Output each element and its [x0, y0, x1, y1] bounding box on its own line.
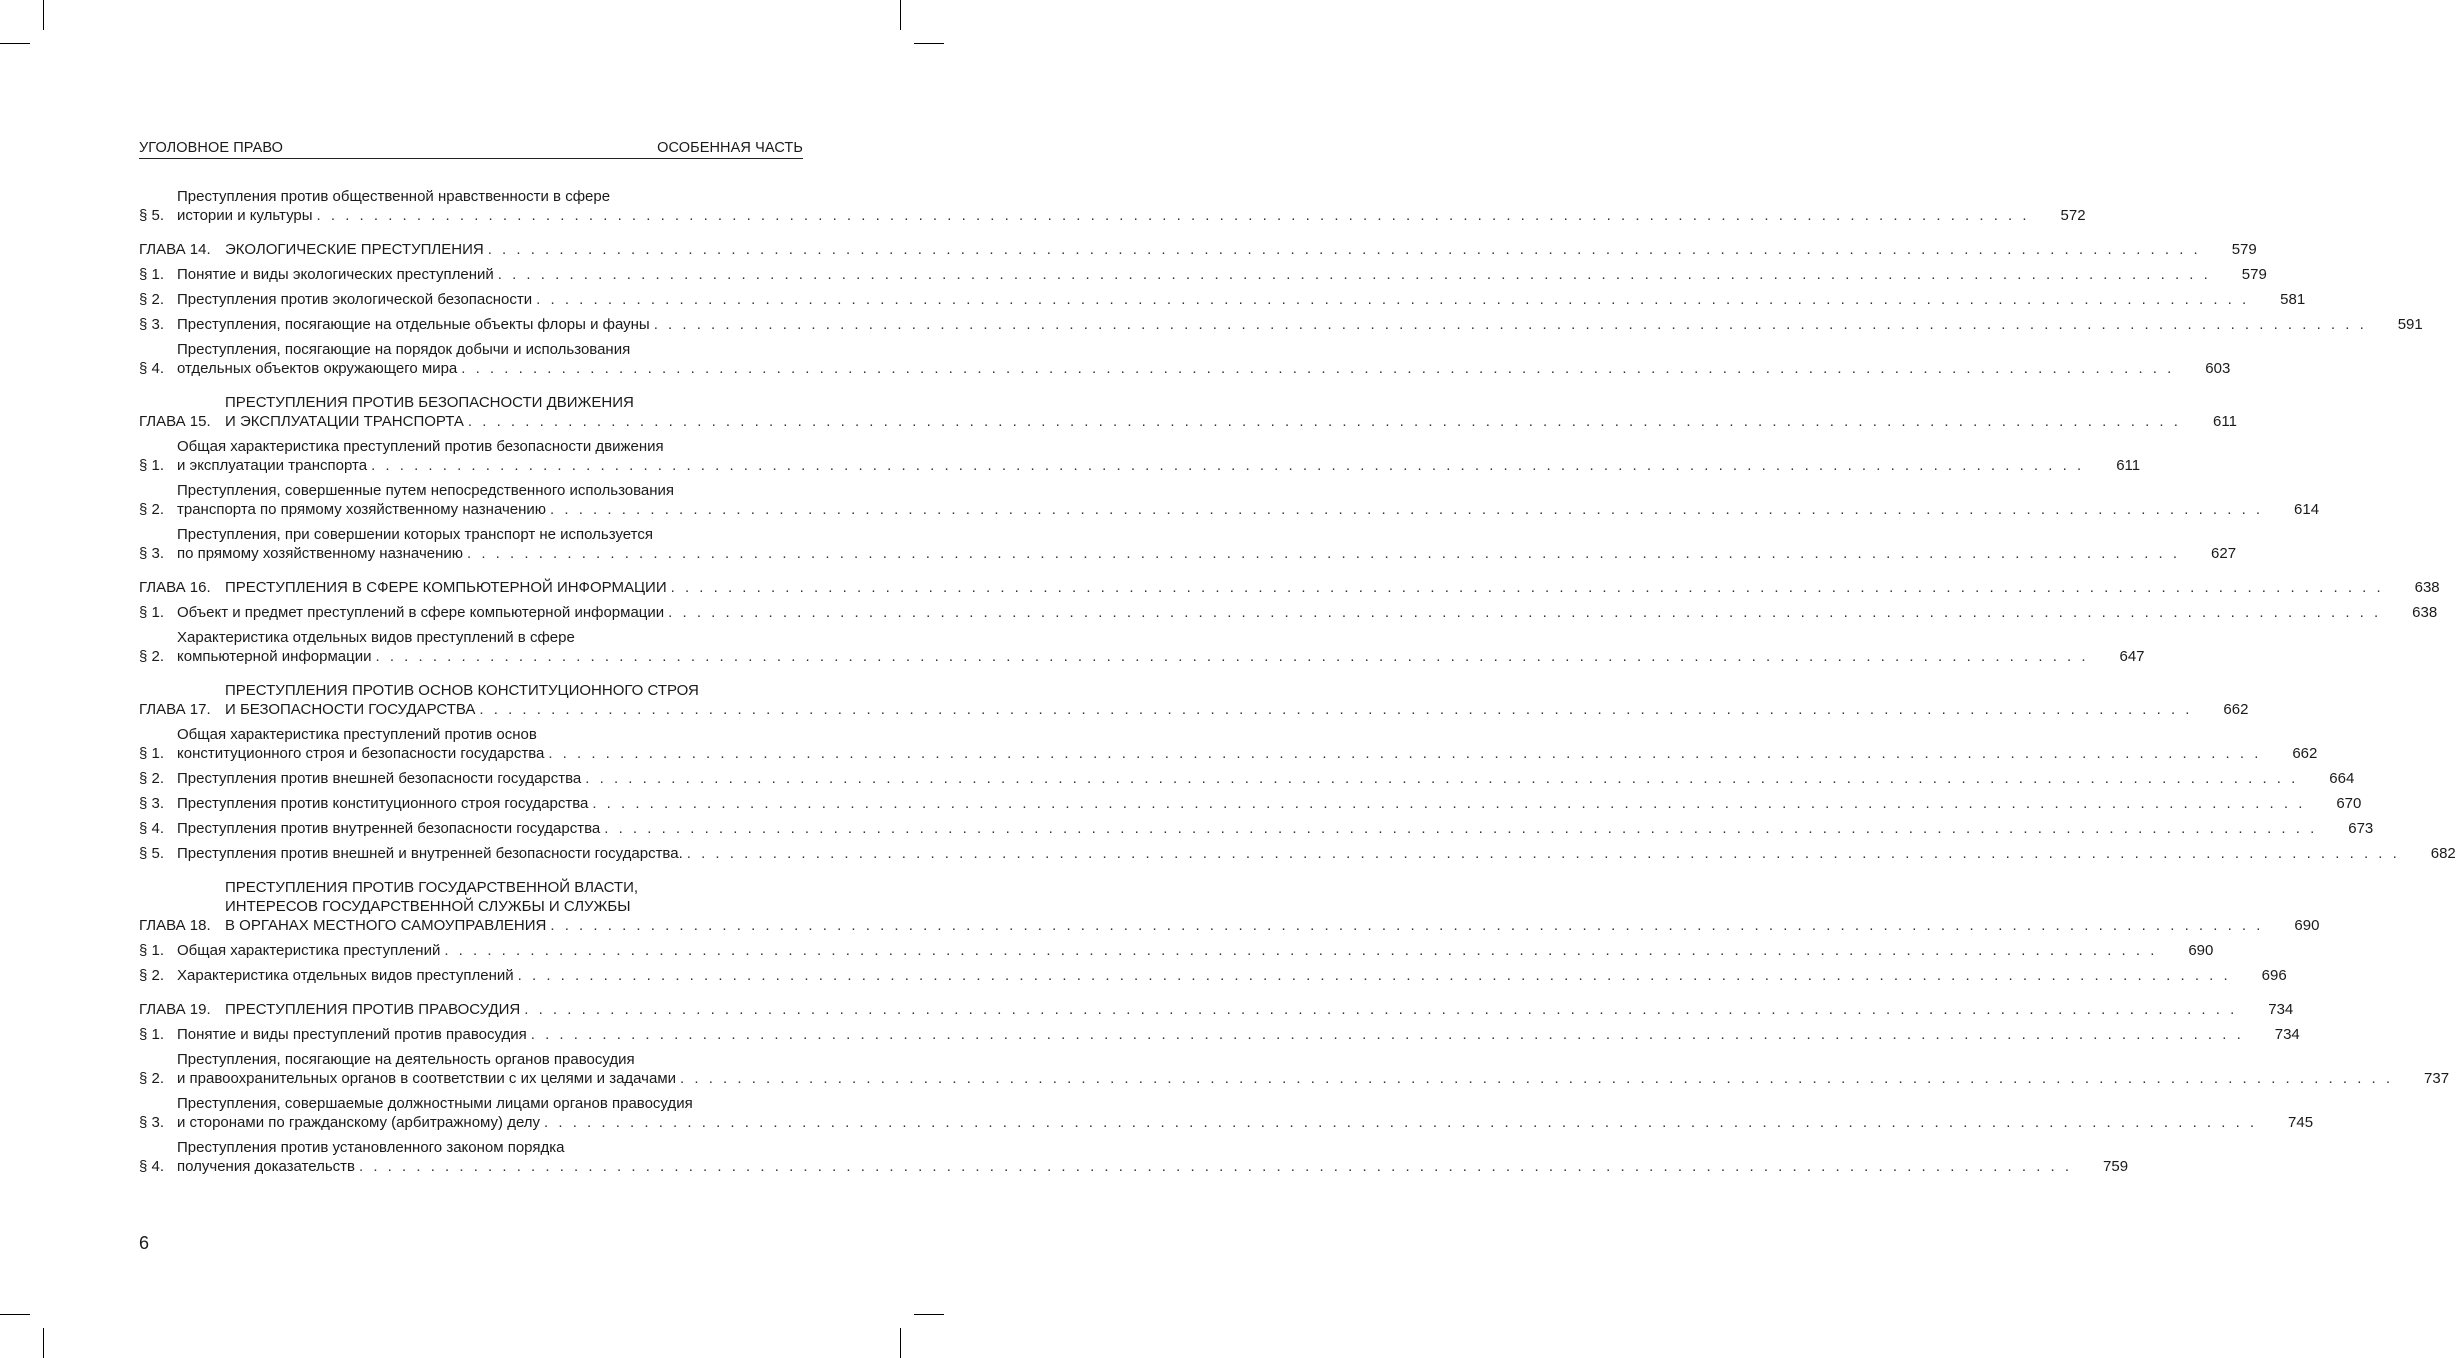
- toc-page-number: 581: [2280, 291, 2306, 308]
- toc-entry-title: [177, 1025, 2244, 1044]
- toc-section-entry[interactable]: [139, 315, 2423, 334]
- toc-entry-title-last-line: и сторонами по гражданскому (арбитражному) делу: [177, 1114, 541, 1131]
- toc-entry-title-last-line: Преступления, посягающие на отдельные объекты флоры и фауны: [177, 316, 650, 333]
- toc-entry-number: § 4.: [139, 1158, 165, 1175]
- dot-leader: . . . . . . . . . . . . . . . . . . . . . . . . . . . . . . . . . . . . . . . . . . . . . . . . . . . . . . . . . . . . . . . . . . . . . . . . . . . . . . . . . . . . . . . . . . . . . . . . . . . . . . . . . . . . . . . . . . . . . . . .: [680, 1070, 2394, 1087]
- toc-entry-title-line: Преступления, посягающие на порядок добычи и использования: [177, 341, 631, 358]
- toc-entry-title: [177, 290, 2249, 309]
- toc-entry-title: [177, 525, 2180, 563]
- toc-page-number: 690: [2294, 917, 2320, 934]
- toc-section-entry[interactable]: [139, 481, 2320, 519]
- toc-entry-title-last-line: и эксплуатации транспорта: [177, 457, 368, 474]
- toc-entry-title-last-line: И ЭКСПЛУАТАЦИИ ТРАНСПОРТА: [225, 413, 464, 430]
- toc-entry-title: [177, 794, 2305, 813]
- toc-entry-number: § 2.: [139, 967, 165, 984]
- toc-entry-title-line: Преступления против установленного законом порядка: [177, 1139, 565, 1156]
- toc-page-number: 759: [2103, 1158, 2129, 1175]
- dot-leader: . . . . . . . . . . . . . . . . . . . . . . . . . . . . . . . . . . . . . . . . . . . . . . . . . . . . . . . . . . . . . . . . . . . . . . . . . . . . . . . . . . . . . . . . . . . . . . . . . . . . . . . . . . . . . . . . . . . . . . . .: [524, 1001, 2238, 1018]
- dot-leader: . . . . . . . . . . . . . . . . . . . . . . . . . . . . . . . . . . . . . . . . . . . . . . . . . . . . . . . . . . . . . . . . . . . . . . . . . . . . . . . . . . . . . . . . . . . . . . . . . . . . . . . . . . . . . . . . . . . . . . . .: [497, 266, 2211, 283]
- toc-entry-number: § 4.: [139, 820, 165, 837]
- toc-page-number: 690: [2188, 942, 2214, 959]
- toc-entry-number: § 1.: [139, 745, 165, 762]
- toc-chapter-entry[interactable]: [139, 1000, 2294, 1019]
- dot-leader: . . . . . . . . . . . . . . . . . . . . . . . . . . . . . . . . . . . . . . . . . . . . . . . . . . . . . . . . . . . . . . . . . . . . . . . . . . . . . . . . . . . . . . . . . . . . . . . . . . . . . . . . . . . . . . . . . . . . . . . .: [479, 701, 2193, 718]
- toc-entry-title-last-line: Преступления против внешней и внутренней безопасности государства.: [177, 845, 683, 862]
- crop-mark: [900, 1328, 901, 1358]
- toc-entry-title: [225, 393, 2181, 431]
- toc-entry-number: § 5.: [139, 207, 165, 224]
- toc-entry-number: ГЛАВА 19.: [139, 1001, 211, 1018]
- crop-mark: [914, 43, 944, 44]
- toc-entry-title-last-line: ЭКОЛОГИЧЕСКИЕ ПРЕСТУПЛЕНИЯ: [225, 241, 484, 258]
- toc-entry-title-line: Преступления, при совершении которых транспорт не используется: [177, 526, 653, 543]
- dot-leader: . . . . . . . . . . . . . . . . . . . . . . . . . . . . . . . . . . . . . . . . . . . . . . . . . . . . . . . . . . . . . . . . . . . . . . . . . . . . . . . . . . . . . . . . . . . . . . . . . . . . . . . . . . . . . . . . . . . . . . . .: [550, 501, 2264, 518]
- toc-section-entry[interactable]: [139, 290, 2306, 309]
- toc-section-entry[interactable]: [139, 725, 2318, 763]
- table-of-contents: [139, 187, 2456, 1176]
- toc-entry-number: ГЛАВА 14.: [139, 241, 211, 258]
- dot-leader: . . . . . . . . . . . . . . . . . . . . . . . . . . . . . . . . . . . . . . . . . . . . . . . . . . . . . . . . . . . . . . . . . . . . . . . . . . . . . . . . . . . . . . . . . . . . . . . . . . . . . . . . . . . . . . . . . . . . . . . .: [375, 648, 2089, 665]
- toc-entry-title: [177, 769, 2298, 788]
- toc-page-number: 647: [2119, 648, 2145, 665]
- toc-entry-number: ГЛАВА 16.: [139, 579, 211, 596]
- dot-leader: . . . . . . . . . . . . . . . . . . . . . . . . . . . . . . . . . . . . . . . . . . . . . . . . . . . . . . . . . . . . . . . . . . . . . . . . . . . . . . . . . . . . . . . . . . . . . . . . . . . . . . . . . . . . . . . . . . . . . . . .: [371, 457, 2085, 474]
- toc-entry-title-last-line: транспорта по прямому хозяйственному назначению: [177, 501, 547, 518]
- toc-entry-title: [225, 878, 2263, 935]
- toc-entry-number: § 1.: [139, 266, 165, 283]
- toc-chapter-entry[interactable]: [139, 240, 2257, 259]
- toc-page-number: 572: [2060, 207, 2086, 224]
- toc-section-entry[interactable]: [139, 769, 2355, 788]
- toc-entry-title: [177, 265, 2211, 284]
- dot-leader: . . . . . . . . . . . . . . . . . . . . . . . . . . . . . . . . . . . . . . . . . . . . . . . . . . . . . . . . . . . . . . . . . . . . . . . . . . . . . . . . . . . . . . . . . . . . . . . . . . . . . . . . . . . . . . . . . . . . . . . .: [359, 1158, 2073, 1175]
- toc-entry-title: [225, 578, 2384, 597]
- toc-entry-number: § 2.: [139, 770, 165, 787]
- toc-entry-title: [177, 628, 2089, 666]
- running-head-left: УГОЛОВНОЕ ПРАВО: [139, 140, 284, 156]
- toc-page-number: 682: [2430, 845, 2456, 862]
- toc-entry-title-last-line: Преступления против конституционного строя государства: [177, 795, 589, 812]
- toc-entry-title-line: ИНТЕРЕСОВ ГОСУДАРСТВЕННОЙ СЛУЖБЫ И СЛУЖБЫ: [225, 898, 631, 915]
- toc-section-entry[interactable]: [139, 819, 2374, 838]
- toc-section-entry[interactable]: [139, 628, 2145, 666]
- toc-entry-title: [177, 340, 2174, 378]
- toc-entry-title: [177, 1094, 2257, 1132]
- toc-section-entry[interactable]: [139, 794, 2362, 813]
- toc-entry-title-last-line: отдельных объектов окружающего мира: [177, 360, 458, 377]
- toc-entry-title-line: ПРЕСТУПЛЕНИЯ ПРОТИВ ОСНОВ КОНСТИТУЦИОННОГО СТРОЯ: [225, 682, 699, 699]
- toc-entry-number: § 3.: [139, 1114, 165, 1131]
- dot-leader: . . . . . . . . . . . . . . . . . . . . . . . . . . . . . . . . . . . . . . . . . . . . . . . . . . . . . . . . . . . . . . . . . . . . . . . . . . . . . . . . . . . . . . . . . . . . . . . . . . . . . . . . . . . . . . . . . . . . . . . .: [487, 241, 2201, 258]
- toc-entry-number: ГЛАВА 18.: [139, 917, 211, 934]
- toc-entry-number: § 2.: [139, 1070, 165, 1087]
- toc-entry-number: § 5.: [139, 845, 165, 862]
- toc-entry-number: § 2.: [139, 648, 165, 665]
- toc-entry-title: [177, 725, 2261, 763]
- dot-leader: . . . . . . . . . . . . . . . . . . . . . . . . . . . . . . . . . . . . . . . . . . . . . . . . . . . . . . . . . . . . . . . . . . . . . . . . . . . . . . . . . . . . . . . . . . . . . . . . . . . . . . . . . . . . . . . . . . . . . . . .: [530, 1026, 2244, 1043]
- toc-entry-title-last-line: и правоохранительных органов в соответствии с их целями и задачами: [177, 1070, 677, 1087]
- toc-entry-title-last-line: получения доказательств: [177, 1158, 356, 1175]
- toc-entry-title-last-line: конституционного строя и безопасности государства: [177, 745, 545, 762]
- toc-entry-title-line: Характеристика отдельных видов преступлений в сфере: [177, 629, 575, 646]
- toc-page-number: 611: [2213, 413, 2237, 430]
- toc-entry-number: § 3.: [139, 795, 165, 812]
- toc-page-number: 611: [2116, 457, 2141, 474]
- toc-entry-title-line: Общая характеристика преступлений против безопасности движения: [177, 438, 664, 455]
- dot-leader: . . . . . . . . . . . . . . . . . . . . . . . . . . . . . . . . . . . . . . . . . . . . . . . . . . . . . . . . . . . . . . . . . . . . . . . . . . . . . . . . . . . . . . . . . . . . . . . . . . . . . . . . . . . . . . . . . . . . . . . .: [670, 579, 2384, 596]
- crop-mark: [43, 0, 44, 30]
- dot-leader: . . . . . . . . . . . . . . . . . . . . . . . . . . . . . . . . . . . . . . . . . . . . . . . . . . . . . . . . . . . . . . . . . . . . . . . . . . . . . . . . . . . . . . . . . . . . . . . . . . . . . . . . . . . . . . . . . . . . . . . .: [686, 845, 2400, 862]
- toc-entry-title-last-line: ПРЕСТУПЛЕНИЯ ПРОТИВ ПРАВОСУДИЯ: [225, 1001, 521, 1018]
- running-head-right: ОСОБЕННАЯ ЧАСТЬ: [657, 140, 803, 156]
- toc-entry-title-last-line: И БЕЗОПАСНОСТИ ГОСУДАРСТВА: [225, 701, 476, 718]
- toc-page-number: 614: [2294, 501, 2320, 518]
- toc-page-number: 745: [2288, 1114, 2314, 1131]
- page-number: 6: [139, 1233, 150, 1253]
- toc-entry-title: [177, 819, 2317, 838]
- dot-leader: . . . . . . . . . . . . . . . . . . . . . . . . . . . . . . . . . . . . . . . . . . . . . . . . . . . . . . . . . . . . . . . . . . . . . . . . . . . . . . . . . . . . . . . . . . . . . . . . . . . . . . . . . . . . . . . . . . . . . . . .: [467, 545, 2181, 562]
- toc-entry-number: § 1.: [139, 604, 165, 621]
- toc-page-number: 737: [2424, 1070, 2450, 1087]
- toc-entry-title-last-line: Преступления против внешней безопасности государства: [177, 770, 582, 787]
- toc-section-entry[interactable]: [139, 1138, 2129, 1176]
- dot-leader: . . . . . . . . . . . . . . . . . . . . . . . . . . . . . . . . . . . . . . . . . . . . . . . . . . . . . . . . . . . . . . . . . . . . . . . . . . . . . . . . . . . . . . . . . . . . . . . . . . . . . . . . . . . . . . . . . . . . . . . .: [592, 795, 2306, 812]
- toc-page-number: 664: [2329, 770, 2355, 787]
- toc-entry-title-last-line: Понятие и виды экологических преступлений: [177, 266, 494, 283]
- toc-page-number: 734: [2274, 1026, 2300, 1043]
- toc-entry-number: § 1.: [139, 942, 165, 959]
- dot-leader: . . . . . . . . . . . . . . . . . . . . . . . . . . . . . . . . . . . . . . . . . . . . . . . . . . . . . . . . . . . . . . . . . . . . . . . . . . . . . . . . . . . . . . . . . . . . . . . . . . . . . . . . . . . . . . . . . . . . . . . .: [316, 207, 2030, 224]
- toc-page-number: 579: [2241, 266, 2267, 283]
- toc-page-number: 673: [2348, 820, 2374, 837]
- toc-entry-title-last-line: Понятие и виды преступлений против правосудия: [177, 1026, 527, 1043]
- toc-section-entry[interactable]: [139, 340, 2231, 378]
- dot-leader: . . . . . . . . . . . . . . . . . . . . . . . . . . . . . . . . . . . . . . . . . . . . . . . . . . . . . . . . . . . . . . . . . . . . . . . . . . . . . . . . . . . . . . . . . . . . . . . . . . . . . . . . . . . . . . . . . . . . . . . .: [548, 745, 2262, 762]
- toc-entry-title: [177, 941, 2157, 960]
- toc-entry-title: [177, 187, 2030, 225]
- toc-entry-title-last-line: ПРЕСТУПЛЕНИЯ В СФЕРЕ КОМПЬЮТЕРНОЙ ИНФОРМАЦИИ: [225, 579, 667, 596]
- toc-entry-title-line: Преступления, посягающие на деятельность органов правосудия: [177, 1051, 635, 1068]
- toc-entry-title-line: Общая характеристика преступлений против основ: [177, 726, 537, 743]
- crop-mark: [0, 43, 30, 44]
- toc-entry-number: § 2.: [139, 501, 165, 518]
- toc-entry-title-last-line: Объект и предмет преступлений в сфере компьютерной информации: [177, 604, 665, 621]
- toc-entry-title: [225, 240, 2201, 259]
- toc-page-number: 579: [2231, 241, 2257, 258]
- dot-leader: . . . . . . . . . . . . . . . . . . . . . . . . . . . . . . . . . . . . . . . . . . . . . . . . . . . . . . . . . . . . . . . . . . . . . . . . . . . . . . . . . . . . . . . . . . . . . . . . . . . . . . . . . . . . . . . . . . . . . . . .: [544, 1114, 2258, 1131]
- toc-section-entry[interactable]: [139, 1050, 2450, 1088]
- toc-section-entry[interactable]: [139, 525, 2237, 563]
- toc-page-number: 662: [2292, 745, 2318, 762]
- toc-section-entry[interactable]: [139, 966, 2287, 985]
- toc-entry-title: [177, 966, 2231, 985]
- toc-chapter-entry[interactable]: [139, 878, 2320, 935]
- toc-entry-title-line: ПРЕСТУПЛЕНИЯ ПРОТИВ ГОСУДАРСТВЕННОЙ ВЛАСТИ,: [225, 879, 639, 896]
- dot-leader: . . . . . . . . . . . . . . . . . . . . . . . . . . . . . . . . . . . . . . . . . . . . . . . . . . . . . . . . . . . . . . . . . . . . . . . . . . . . . . . . . . . . . . . . . . . . . . . . . . . . . . . . . . . . . . . . . . . . . . . .: [444, 942, 2158, 959]
- toc-page-number: 696: [2261, 967, 2287, 984]
- dot-leader: . . . . . . . . . . . . . . . . . . . . . . . . . . . . . . . . . . . . . . . . . . . . . . . . . . . . . . . . . . . . . . . . . . . . . . . . . . . . . . . . . . . . . . . . . . . . . . . . . . . . . . . . . . . . . . . . . . . . . . . .: [604, 820, 2318, 837]
- dot-leader: . . . . . . . . . . . . . . . . . . . . . . . . . . . . . . . . . . . . . . . . . . . . . . . . . . . . . . . . . . . . . . . . . . . . . . . . . . . . . . . . . . . . . . . . . . . . . . . . . . . . . . . . . . . . . . . . . . . . . . . .: [461, 360, 2175, 377]
- toc-entry-title-line: Преступления, совершенные путем непосредственного использования: [177, 482, 675, 499]
- toc-chapter-entry[interactable]: [139, 681, 2249, 719]
- toc-page-number: 638: [2412, 604, 2438, 621]
- toc-entry-number: § 1.: [139, 1026, 165, 1043]
- toc-entry-title-line: ПРЕСТУПЛЕНИЯ ПРОТИВ БЕЗОПАСНОСТИ ДВИЖЕНИЯ: [225, 394, 634, 411]
- toc-entry-title: [177, 844, 2400, 863]
- toc-entry-title-last-line: Характеристика отдельных видов преступлений: [177, 967, 514, 984]
- toc-page-number: 627: [2211, 545, 2237, 562]
- toc-chapter-entry[interactable]: [139, 578, 2440, 597]
- crop-mark: [914, 1314, 944, 1315]
- toc-section-entry[interactable]: [139, 1025, 2300, 1044]
- toc-chapter-entry[interactable]: [139, 393, 2237, 431]
- toc-entry-number: ГЛАВА 17.: [139, 701, 211, 718]
- toc-entry-title-last-line: Общая характеристика преступлений: [177, 942, 441, 959]
- toc-entry-number: § 3.: [139, 545, 165, 562]
- toc-section-entry[interactable]: [139, 941, 2214, 960]
- toc-entry-title: [177, 437, 2084, 475]
- running-head: [139, 140, 803, 159]
- toc-entry-title: [225, 681, 2192, 719]
- dot-leader: . . . . . . . . . . . . . . . . . . . . . . . . . . . . . . . . . . . . . . . . . . . . . . . . . . . . . . . . . . . . . . . . . . . . . . . . . . . . . . . . . . . . . . . . . . . . . . . . . . . . . . . . . . . . . . . . . . . . . . . .: [517, 967, 2231, 984]
- toc-entry-title: [177, 603, 2381, 622]
- toc-entry-title-line: Преступления, совершаемые должностными лицами органов правосудия: [177, 1095, 693, 1112]
- toc-entry-title: [177, 315, 2367, 334]
- dot-leader: . . . . . . . . . . . . . . . . . . . . . . . . . . . . . . . . . . . . . . . . . . . . . . . . . . . . . . . . . . . . . . . . . . . . . . . . . . . . . . . . . . . . . . . . . . . . . . . . . . . . . . . . . . . . . . . . . . . . . . . .: [536, 291, 2250, 308]
- toc-page-number: 603: [2205, 360, 2231, 377]
- crop-mark: [900, 0, 901, 30]
- toc-entry-title-last-line: В ОРГАНАХ МЕСТНОГО САМОУПРАВЛЕНИЯ: [225, 917, 547, 934]
- toc-entry-title: [177, 1138, 2072, 1176]
- dot-leader: . . . . . . . . . . . . . . . . . . . . . . . . . . . . . . . . . . . . . . . . . . . . . . . . . . . . . . . . . . . . . . . . . . . . . . . . . . . . . . . . . . . . . . . . . . . . . . . . . . . . . . . . . . . . . . . . . . . . . . . .: [668, 604, 2382, 621]
- dot-leader: . . . . . . . . . . . . . . . . . . . . . . . . . . . . . . . . . . . . . . . . . . . . . . . . . . . . . . . . . . . . . . . . . . . . . . . . . . . . . . . . . . . . . . . . . . . . . . . . . . . . . . . . . . . . . . . . . . . . . . . .: [467, 413, 2181, 430]
- toc-entry-title-last-line: Преступления против внутренней безопасности государства: [177, 820, 601, 837]
- crop-mark: [43, 1328, 44, 1358]
- toc-entry-title-line: Преступления против общественной нравственности в сфере: [177, 188, 611, 205]
- toc-entry-title-last-line: истории и культуры: [177, 207, 313, 224]
- toc-entry-title: [177, 481, 2263, 519]
- dot-leader: . . . . . . . . . . . . . . . . . . . . . . . . . . . . . . . . . . . . . . . . . . . . . . . . . . . . . . . . . . . . . . . . . . . . . . . . . . . . . . . . . . . . . . . . . . . . . . . . . . . . . . . . . . . . . . . . . . . . . . . .: [550, 917, 2264, 934]
- toc-page-number: 638: [2414, 579, 2440, 596]
- toc-entry-number: § 4.: [139, 360, 165, 377]
- toc-entry-number: § 1.: [139, 457, 165, 474]
- toc-section-entry[interactable]: [139, 265, 2267, 284]
- crop-mark: [0, 1314, 30, 1315]
- toc-section-entry[interactable]: [139, 603, 2438, 622]
- toc-section-entry[interactable]: [139, 844, 2456, 863]
- toc-entry-title-last-line: по прямому хозяйственному назначению: [177, 545, 464, 562]
- toc-section-entry[interactable]: [139, 437, 2141, 475]
- toc-entry-title: [177, 1050, 2393, 1088]
- toc-page-number: 591: [2397, 316, 2423, 333]
- toc-page-number: 734: [2268, 1001, 2294, 1018]
- toc-entry-title: [225, 1000, 2237, 1019]
- toc-entry-title-last-line: Преступления против экологической безопасности: [177, 291, 533, 308]
- toc-page-number: 662: [2223, 701, 2249, 718]
- toc-entry-title-last-line: компьютерной информации: [177, 648, 372, 665]
- toc-section-entry[interactable]: [139, 1094, 2314, 1132]
- dot-leader: . . . . . . . . . . . . . . . . . . . . . . . . . . . . . . . . . . . . . . . . . . . . . . . . . . . . . . . . . . . . . . . . . . . . . . . . . . . . . . . . . . . . . . . . . . . . . . . . . . . . . . . . . . . . . . . . . . . . . . . .: [653, 316, 2367, 333]
- toc-entry-number: ГЛАВА 15.: [139, 413, 211, 430]
- toc-section-entry[interactable]: [139, 187, 2086, 225]
- dot-leader: . . . . . . . . . . . . . . . . . . . . . . . . . . . . . . . . . . . . . . . . . . . . . . . . . . . . . . . . . . . . . . . . . . . . . . . . . . . . . . . . . . . . . . . . . . . . . . . . . . . . . . . . . . . . . . . . . . . . . . . .: [585, 770, 2299, 787]
- toc-entry-number: § 3.: [139, 316, 165, 333]
- toc-page-number: 670: [2336, 795, 2362, 812]
- toc-entry-number: § 2.: [139, 291, 165, 308]
